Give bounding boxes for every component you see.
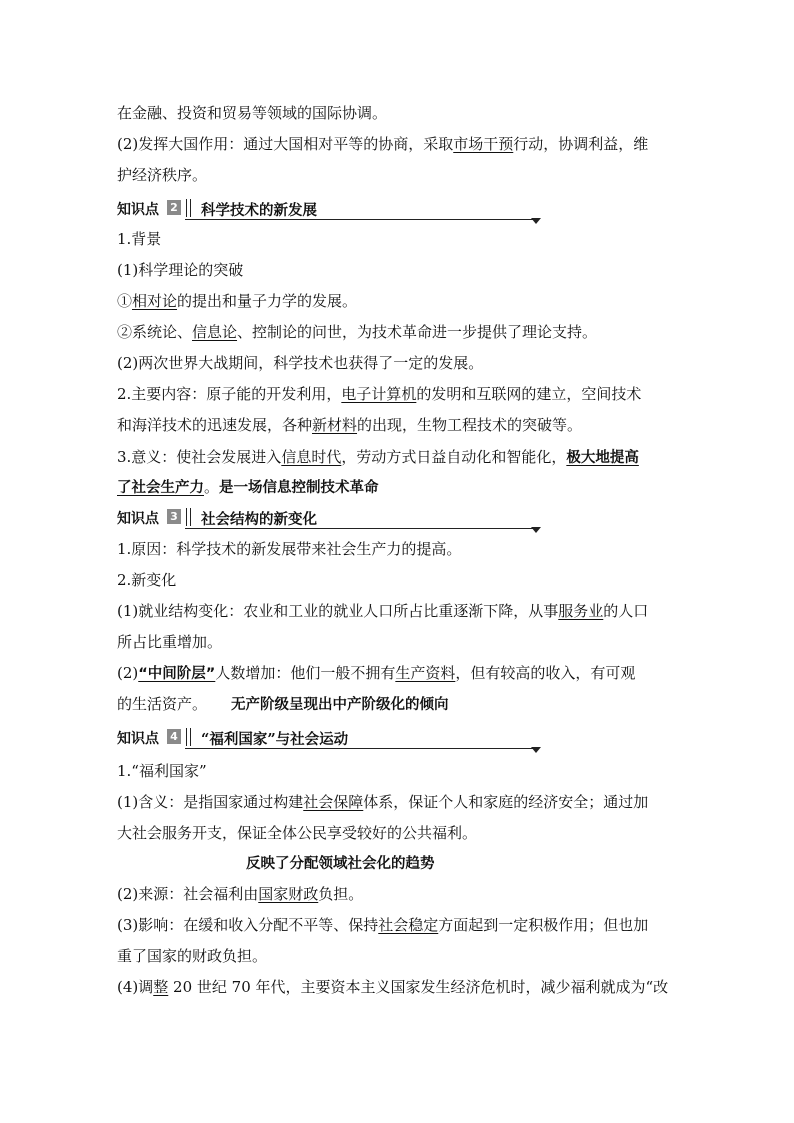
section-number-badge: 3 <box>167 509 181 524</box>
section-title: “福利国家”与社会运动 <box>201 731 349 748</box>
double-bar-icon <box>184 728 196 746</box>
paragraph-line: (2)发挥大国作用：通过大国相对平等的协商，采取市场干预行动，协调利益，维 <box>117 135 649 153</box>
keyword-underlined: 生产资料 <box>395 664 456 682</box>
section-rule <box>185 219 537 220</box>
handwritten-note: 极大地提高 <box>566 450 639 466</box>
section-rule <box>185 528 537 529</box>
section-label: 知识点 <box>117 202 159 218</box>
keyword-underlined: 市场干预 <box>453 135 514 153</box>
paragraph-line: 大社会服务开支，保证全体公民享受较好的公共福利。 <box>117 824 478 842</box>
paragraph-line: 2.新变化 <box>117 571 177 589</box>
triangle-down-icon <box>531 218 541 224</box>
keyword-underlined: 社会保障 <box>303 793 364 811</box>
triangle-down-icon <box>531 527 541 533</box>
paragraph-line: 所占比重增加。 <box>117 633 223 651</box>
handwritten-note: 了社会生产力 <box>117 480 204 496</box>
paragraph-line: 和海洋技术的迅速发展，各种新材料的出现，生物工程技术的突破等。 <box>117 416 583 434</box>
handwritten-note: 是一场信息控制技术革命 <box>219 480 379 496</box>
keyword-underlined: 信息时代 <box>281 448 342 466</box>
section-title: 科学技术的新发展 <box>201 202 317 219</box>
paragraph-line: (1)含义：是指国家通过构建社会保障体系，保证个人和家庭的经济安全；通过加 <box>117 793 649 811</box>
section-label: 知识点 <box>117 511 159 527</box>
section-header-4 <box>117 727 537 749</box>
keyword-underlined: 社会稳定 <box>378 916 439 934</box>
paragraph-line: (4)调整 20 世纪 70 年代，主要资本主义国家发生经济危机时，减少福利就成为“改 <box>117 978 669 996</box>
section-number-badge: 4 <box>167 729 181 744</box>
section-header-2 <box>117 198 537 220</box>
handwritten-note: 无产阶级呈现出中产阶级化的倾向 <box>231 697 449 713</box>
paragraph-line: 2.主要内容：原子能的开发利用，电子计算机的发明和互联网的建立，空间技术 <box>117 385 642 403</box>
keyword-underlined: 信息论 <box>192 323 238 341</box>
paragraph-line: (1)科学理论的突破 <box>117 261 244 279</box>
keyword-underlined: 新材料 <box>312 416 358 434</box>
paragraph-line: 护经济秩序。 <box>117 166 208 184</box>
handwritten-note: 反映了分配领域社会化的趋势 <box>246 856 435 872</box>
paragraph-line: 了社会生产力。是一场信息控制技术革命 <box>117 478 379 496</box>
triangle-down-icon <box>531 747 541 753</box>
paragraph-line: 重了国家的财政负担。 <box>117 947 268 965</box>
handwritten-line <box>246 853 546 874</box>
paragraph-line: 1.原因：科学技术的新发展带来社会生产力的提高。 <box>117 540 462 558</box>
section-title: 社会结构的新变化 <box>201 511 317 528</box>
paragraph-line: (2)两次世界大战期间，科学技术也获得了一定的发展。 <box>117 354 484 372</box>
paragraph-line: (1)就业结构变化：农业和工业的就业人口所占比重逐渐下降，从事服务业的人口 <box>117 602 649 620</box>
section-rule <box>185 748 537 749</box>
section-header-3 <box>117 507 537 529</box>
paragraph-line: 1.“福利国家” <box>117 762 207 780</box>
paragraph-line: 的生活资产。 无产阶级呈现出中产阶级化的倾向 <box>117 695 449 713</box>
paragraph-line: (3)影响：在缓和收入分配不平等、保持社会稳定方面起到一定积极作用；但也加 <box>117 916 649 934</box>
keyword-underlined: 整 <box>153 978 169 996</box>
paragraph-line: (2)来源：社会福利由国家财政负担。 <box>117 885 364 903</box>
paragraph-line: 在金融、投资和贸易等领域的国际协调。 <box>117 104 388 122</box>
keyword-underlined: “中间阶层” <box>138 666 216 682</box>
paragraph-line: 1.背景 <box>117 230 162 248</box>
keyword-underlined: 电子计算机 <box>341 385 417 403</box>
paragraph-line: (2)“中间阶层”人数增加：他们一般不拥有生产资料，但有较高的收入，有可观 <box>117 664 636 682</box>
section-label: 知识点 <box>117 731 159 747</box>
keyword-underlined: 国家财政 <box>258 885 319 903</box>
double-bar-icon <box>184 199 196 217</box>
keyword-underlined: 相对论 <box>132 292 178 310</box>
section-number-badge: 2 <box>167 200 181 215</box>
paragraph-line: 3.意义：使社会发展进入信息时代，劳动方式日益自动化和智能化，极大地提高 <box>117 448 639 466</box>
double-bar-icon <box>184 508 196 526</box>
keyword-underlined: 服务业 <box>558 602 604 620</box>
paragraph-line: ①相对论的提出和量子力学的发展。 <box>117 292 358 310</box>
paragraph-line: ②系统论、信息论、控制论的问世，为技术革命进一步提供了理论支持。 <box>117 323 598 341</box>
